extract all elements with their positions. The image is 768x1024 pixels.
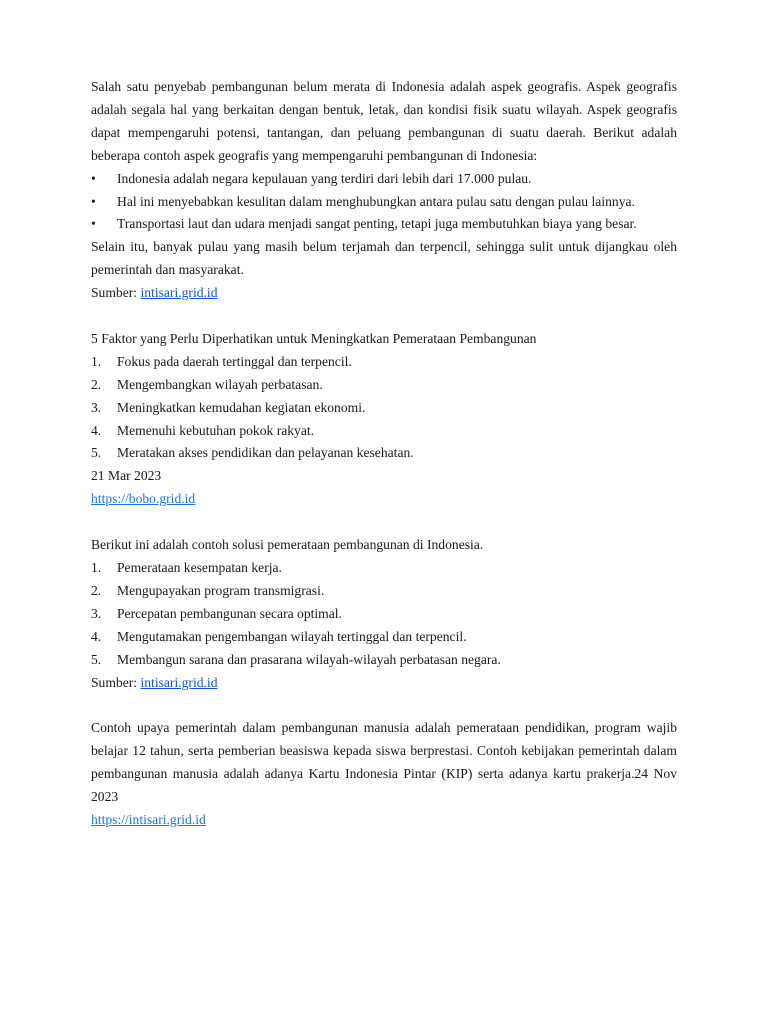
list-number: 5. (91, 651, 102, 667)
list-number: 1. (91, 353, 102, 369)
list-number: 1. (91, 560, 102, 575)
bullet-text: Transportasi laut dan udara menjadi sangat penting, tetapi juga membutuhkan biaya yang besar. (117, 216, 637, 232)
list-item (91, 351, 677, 374)
list-text: Memenuhi kebutuhan pokok rakyat. (117, 422, 315, 438)
bullet-item (91, 191, 677, 214)
list-item (91, 442, 677, 465)
solutions-list (91, 557, 677, 672)
list-item (91, 580, 677, 603)
source-label: Sumber: (91, 674, 141, 690)
bullet-marker: • (91, 170, 96, 186)
list-text: Fokus pada daerah tertinggal dan terpencil. (117, 353, 352, 369)
geography-intro-paragraph: Salah satu penyebab pembangunan belum merata di Indonesia adalah aspek geografis. Aspek geografis adalah segala hal yang berkaitan dengan bentuk, letak, dan kondisi fisik suatu wilayah. Aspek geografis dapat mempengaruhi potensi, tantangan, dan peluang pembangunan di suatu daerah. Berikut adalah beberapa contoh aspek geografis yang mempengaruhi pembangunan di Indonesia: (91, 79, 677, 163)
factors-heading: 5 Faktor yang Perlu Diperhatikan untuk Meningkatkan Pemerataan Pembangunan (91, 330, 537, 346)
bullet-marker: • (91, 193, 96, 209)
document-content (91, 76, 677, 832)
list-number: 2. (91, 376, 102, 392)
list-item (91, 420, 677, 443)
bullet-marker: • (91, 216, 96, 232)
list-text: Mengupayakan program transmigrasi. (117, 582, 325, 598)
source-link-intisari-full[interactable]: https://intisari.grid.id (91, 811, 206, 827)
list-number: 5. (91, 445, 102, 461)
source-link-bobo[interactable]: https://bobo.grid.id (91, 491, 196, 507)
geography-closing-paragraph: Selain itu, banyak pulau yang masih belum terjamah dan terpencil, sehingga sulit untuk dijangkau oleh pemerintah dan masyarakat. (91, 239, 677, 278)
list-number: 4. (91, 422, 102, 438)
bobo-link-line (91, 488, 677, 511)
list-number: 3. (91, 605, 102, 621)
source-link-intisari[interactable]: intisari.grid.id (140, 285, 218, 301)
bullet-item (91, 168, 677, 191)
intisari-link-line (91, 809, 677, 832)
bullet-item (91, 213, 677, 236)
list-number: 2. (91, 582, 102, 598)
list-text: Meratakan akses pendidikan dan pelayanan kesehatan. (117, 445, 414, 461)
geography-bullet-list (91, 168, 677, 237)
spacer (91, 305, 677, 328)
source-line (91, 672, 677, 695)
bullet-text: Hal ini menyebabkan kesulitan dalam menghubungkan antara pulau satu dengan pulau lainnya. (117, 193, 635, 209)
list-item (91, 626, 677, 649)
human-development-paragraph: Contoh upaya pemerintah dalam pembangunan manusia adalah pemerataan pendidikan, program wajib belajar 12 tahun, serta pemberian beasiswa kepada siswa berprestasi. Contoh kebijakan pemerintah dalam pembangunan manusia adalah adanya Kartu Indonesia Pintar (KIP) serta adanya kartu prakerja.24 Nov 2023 (91, 720, 677, 805)
source-label: Sumber: (91, 285, 141, 301)
list-number: 4. (91, 628, 102, 644)
factors-list (91, 351, 677, 466)
list-text: Pemerataan kesempatan kerja. (117, 560, 282, 575)
list-item (91, 649, 677, 672)
source-link-intisari[interactable]: intisari.grid.id (140, 674, 218, 690)
solutions-heading: Berikut ini adalah contoh solusi pemerataan pembangunan di Indonesia. (91, 537, 484, 553)
list-text: Meningkatkan kemudahan kegiatan ekonomi. (117, 399, 366, 415)
source-line (91, 282, 677, 305)
list-text: Mengutamakan pengembangan wilayah tertinggal dan terpencil. (117, 628, 467, 644)
list-item (91, 557, 677, 580)
list-text: Membangun sarana dan prasarana wilayah-wilayah perbatasan negara. (117, 651, 501, 667)
factors-date: 21 Mar 2023 (91, 468, 162, 484)
list-item (91, 603, 677, 626)
list-item (91, 374, 677, 397)
spacer (91, 694, 677, 717)
list-item (91, 397, 677, 420)
bullet-text: Indonesia adalah negara kepulauan yang terdiri dari lebih dari 17.000 pulau. (117, 170, 532, 186)
spacer (91, 511, 677, 534)
list-number: 3. (91, 399, 102, 415)
list-text: Mengembangkan wilayah perbatasan. (117, 376, 323, 392)
list-text: Percepatan pembangunan secara optimal. (117, 605, 342, 621)
